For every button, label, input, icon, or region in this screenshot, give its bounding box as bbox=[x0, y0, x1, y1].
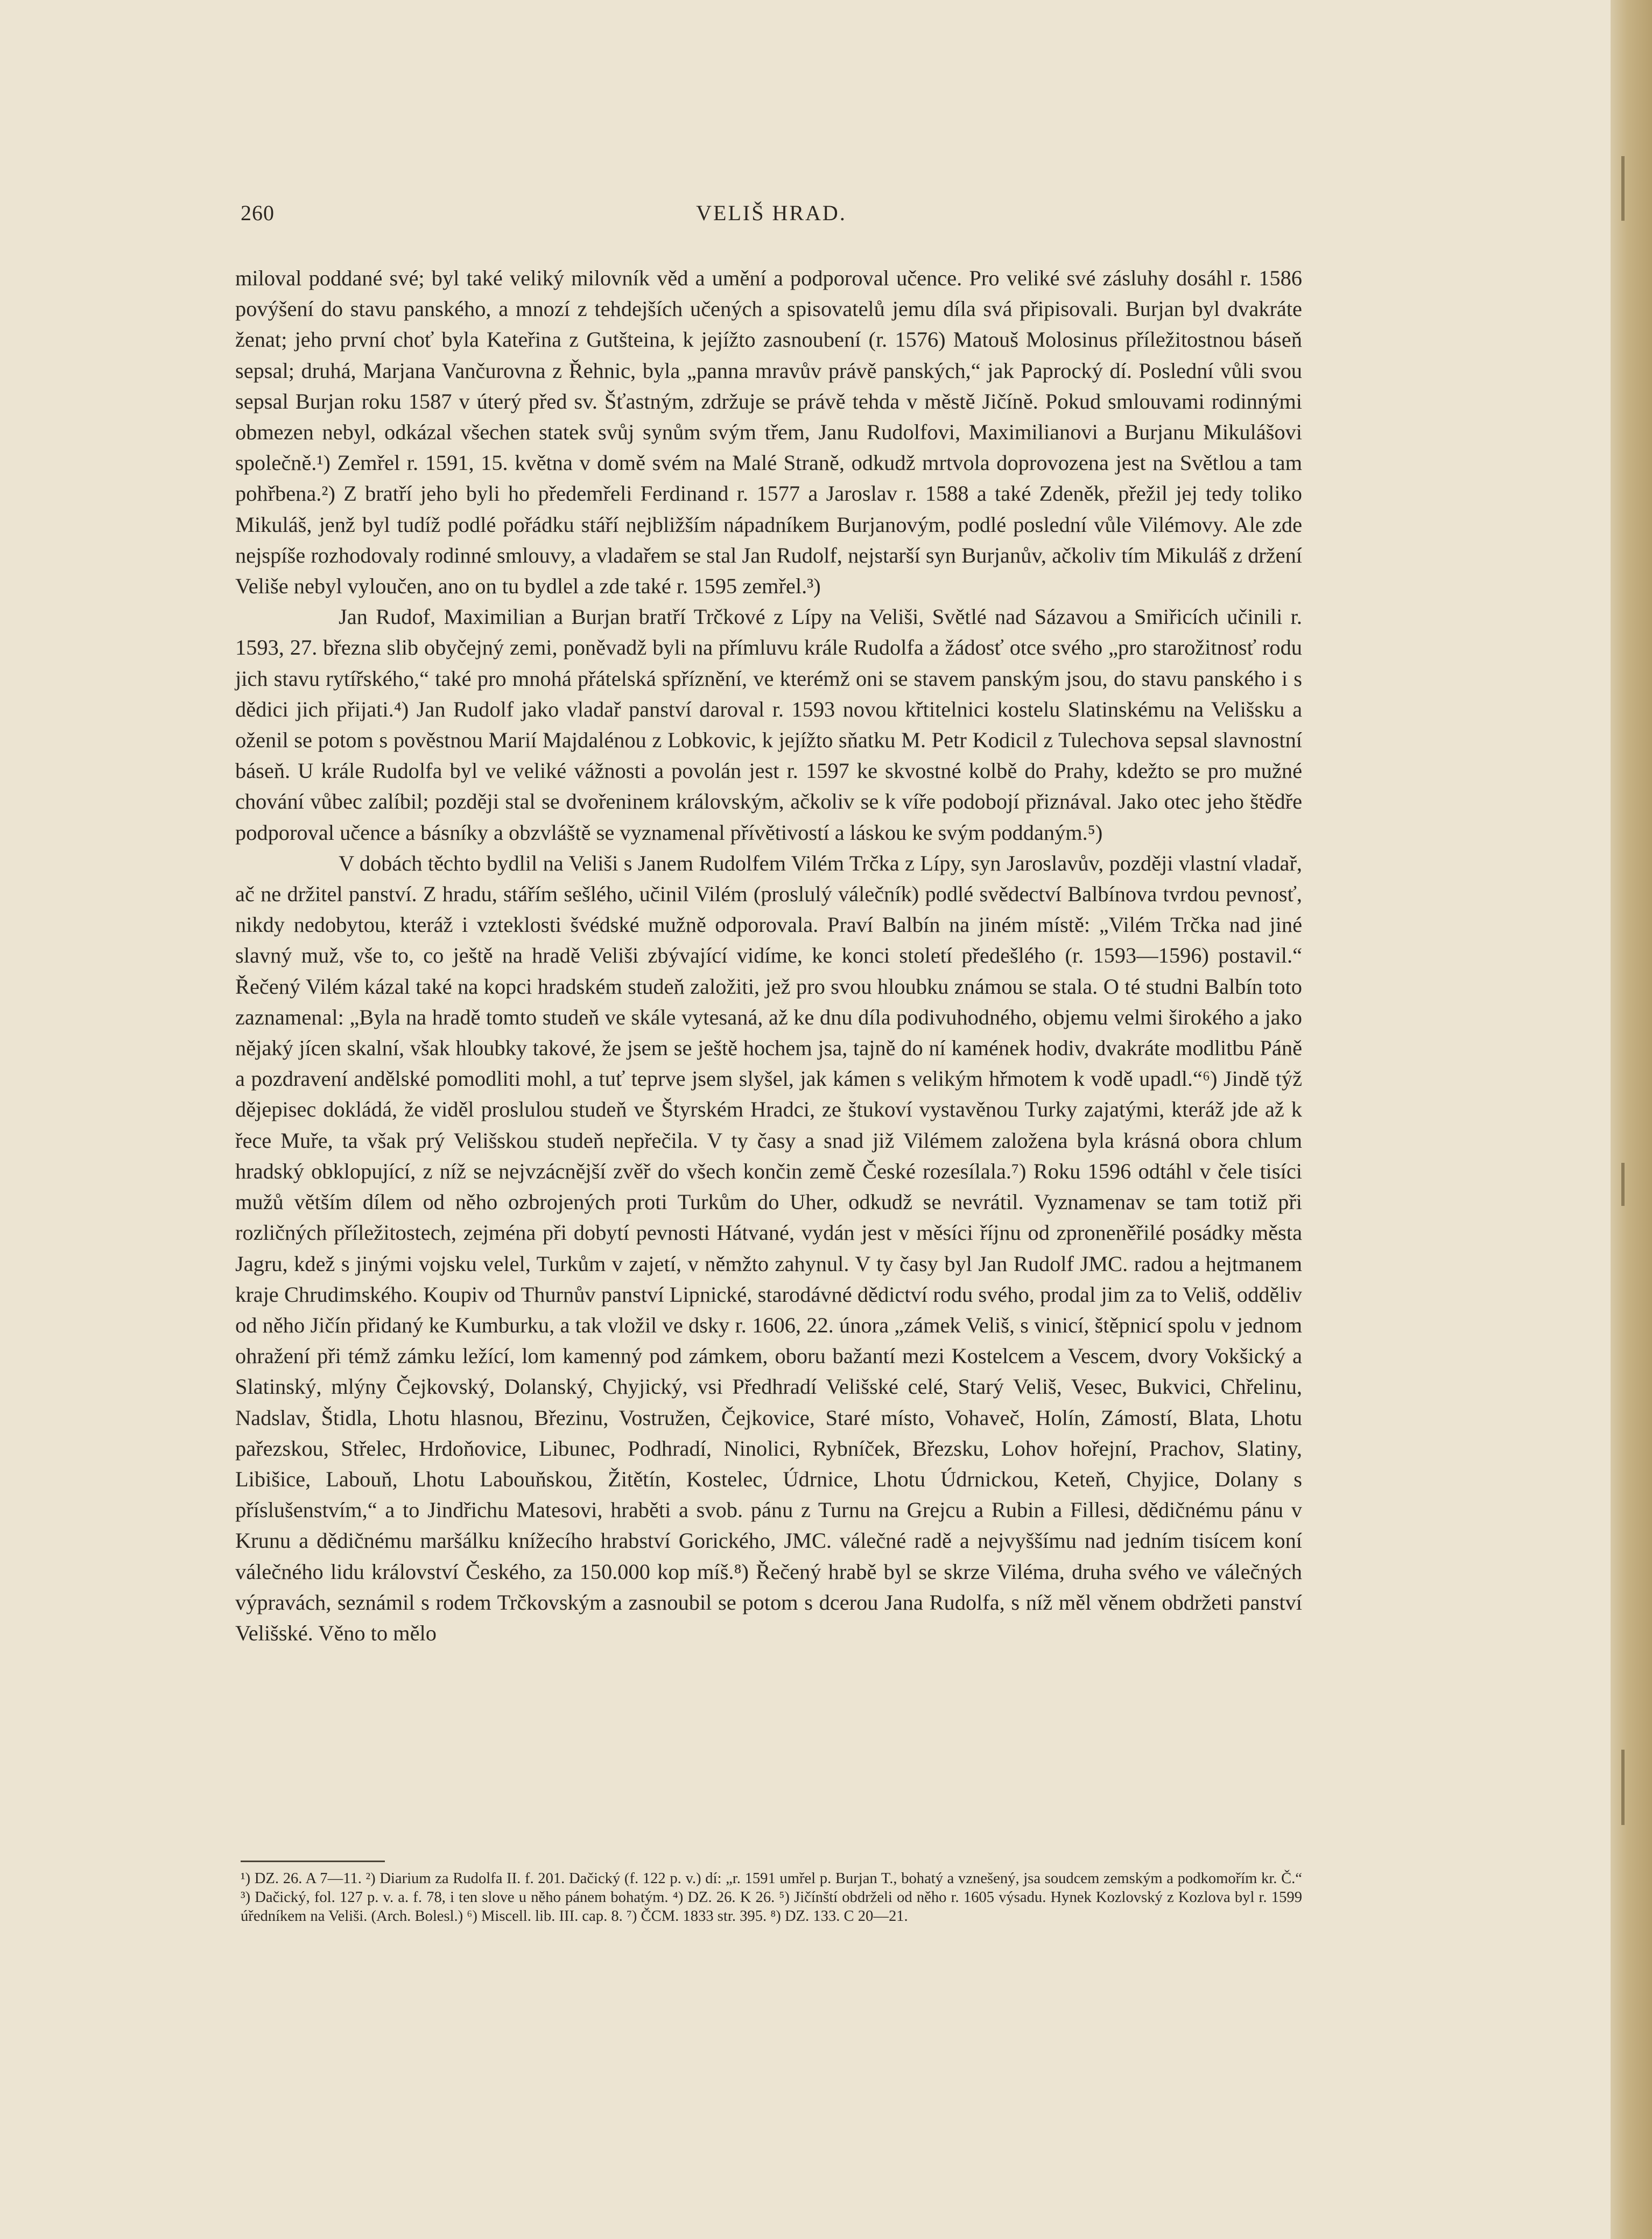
book-spine-edge bbox=[1611, 0, 1652, 2239]
running-title: VELIŠ HRAD. bbox=[696, 201, 847, 225]
footnotes: ¹) DZ. 26. A 7—11. ²) Diarium za Rudolfa II. f. 201. Dačický (f. 122 p. v.) dí: „r. 1591 umřel p. Burjan T., bohatý a vznešený, jsa soudcem zemským a podkomořím kr. Č.“ ³) Dačický, fol. 127 p. v. a. f. 78, i ten slove u něho pánem bohatým. ⁴) DZ. 26. K 26. ⁵) Jičínští obdrželi od něho r. 1605 výsadu. Hynek Kozlovský z Kozlova byl r. 1599 úředníkem na Veliši. (Arch. Bolesl.) ⁶) Miscell. lib. III. cap. 8. ⁷) ČCM. 1833 str. 395. ⁸) DZ. 133. C 20—21. bbox=[241, 1870, 1302, 1925]
spine-mark bbox=[1621, 156, 1625, 221]
spine-mark bbox=[1621, 1163, 1625, 1206]
paragraph: Jan Rudof, Maximilian a Burjan bratří Trčkové z Lípy na Veliši, Světlé nad Sázavou a Smiřicích učinili r. 1593, 27. března slib obyčejný zemi, poněvadž byli na přímluvu krále Rudolfa a žádosť otce svého „pro starožitnosť rodu jich stavu rytířského,“ také pro mnohá přátelská spříznění, ve kterémž oni se stavem panským jsou, do stavu panského i s dědici jich přijati.⁴) Jan Rudolf jako vladař panství daroval r. 1593 novou křtitelnici kostelu Slatinskému na Velišsku a oženil se potom s pověstnou Marií Majdalénou z Lobkovic, k jejížto sňatku M. Petr Kodicil z Tulechova sepsal slavnostní báseň. U krále Rudolfa byl ve veliké vážnosti a povolán jest r. 1597 ke skvostné kolbě do Prahy, kdežto se pro mužné chování vůbec zalíbil; později stal se dvořeninem královským, ačkoliv se k víře podobojí přiznával. Jako otec jeho štědře podporoval učence a básníky a obzvláště se vyznamenal přívětivostí a láskou ke svým poddaným.⁵) bbox=[235, 605, 1302, 845]
spine-mark bbox=[1621, 1750, 1625, 1825]
paragraph: V dobách těchto bydlil na Veliši s Janem Rudolfem Vilém Trčka z Lípy, syn Jaroslavův, později vlastní vladař, ač ne držitel panství. Z hradu, stářím sešlého, učinil Vilém (proslulý válečník) podlé svědectví Balbínova tvrdou pevnosť, nikdy nedobytou, kteráž i vzteklosti švédské mužně odporovala. Praví Balbín na jiném místě: „Vilém Trčka nad jiné slavný muž, vše to, co ještě na hradě Veliši zbývající vidíme, ke konci století předešlého (r. 1593—1596) postavil.“ Řečený Vilém kázal také na kopci hradském studeň založiti, jež pro svou hloubku známou se stala. O té studni Balbín toto zaznamenal: „Byla na hradě tomto studeň ve skále vytesaná, až ke dnu díla podivuhodného, objemu velmi širokého a jako nějaký jícen skalní, však hloubky takové, že jsem se ještě hochem jsa, tajně do ní kamének hodiv, dvakráte modlitbu Páně a pozdravení andělské pomodliti mohl, a tuť teprve jsem slyšel, jak kámen s velikým hřmotem k vodě upadl.“⁶) Jindě týž dějepisec dokládá, že viděl proslulou studeň ve Štyrském Hradci, ze štukoví vystavěnou Turky zajatými, kteráž jde až k řece Muře, ta však prý Velišskou studeň nepřečila. V ty časy a snad již Vilémem založena byla krásná obora chlum hradský obklopující, z níž se nejvzácnější zvěř do všech končin země České rozesílala.⁷) Roku 1596 odtáhl v čele tisíci mužů větším dílem od něho ozbrojených proti Turkům do Uher, odkudž se nevrátil. Vyznamenav se tam totiž při rozličných příležitostech, zejména při dobytí pevnosti Hátvané, vydán jest v měsíci říjnu od zproneněřilé posádky města Jagru, kdež s jinými vojsku velel, Turkům v zajetí, v němžto zahynul. V ty časy byl Jan Rudolf JMC. radou a hejtmanem kraje Chrudimského. Koupiv od Thurnův panství Lipnické, starodávné dědictví rodu svého, prodal jim za to Veliš, odděliv od něho Jičín přidaný ke Kumburku, a tak vložil ve dsky r. 1606, 22. února „zámek Veliš, s vinicí, štěpnicí spolu v jednom ohražení při témž zámku ležící, lom kamenný pod zámkem, oboru bažantí mezi Kostelcem a Vescem, dvory Vokšický a Slatinský, mlýny Čejkovský, Dolanský, Chyjický, vsi Předhradí Velišské celé, Starý Veliš, Vesec, Bukvici, Chřelinu, Nadslav, Štidla, Lhotu hlasnou, Březinu, Vostružen, Čejkovice, Staré místo, Vohaveč, Holín, Zámostí, Blata, Lhotu pařezskou, Střelec, Hrdoňovice, Libunec, Podhradí, Ninolici, Rybníček, Březsku, Lohov hořejní, Prachov, Slatiny, Libišice, Labouň, Lhotu Labouňskou, Žitětín, Kostelec, Údrnice, Lhotu Údrnickou, Keteň, Chyjice, Dolany s příslušenstvím,“ a to Jindřichu Matesovi, hraběti a svob. pánu z Turnu na Grejcu a Rubin a Fillesi, dědičnému pánu v Krunu a dědičnému maršálku knížecího hrabství Gorického, JMC. válečné radě a nejvyššímu nad jedním tisícem koní válečného lidu království Českého, za 150.000 kop míš.⁸) Řečený hrabě byl se skrze Viléma, druha svého ve válečných výpravách, seznámil s rodem Trčkovským a zasnoubil se potom s dcerou Jana Rudolfa, s níž měl věnem obdržeti panství Velišské. Věno to mělo bbox=[235, 851, 1302, 1645]
footnote-divider bbox=[241, 1861, 385, 1862]
running-head bbox=[241, 200, 1302, 233]
paragraph: miloval poddané své; byl také veliký milovník věd a umění a podporoval učence. Pro veliké své zásluhy dosáhl r. 1586 povýšení do stavu panského, a mnozí z tehdejších učených a spisovatelů jemu díla svá připisovali. Burjan byl dvakráte ženat; jeho první choť byla Kateřina z Gutšteina, k jejížto zasnoubení (r. 1576) Matouš Molosinus příležitostnou báseň sepsal; druhá, Marjana Vančurovna z Řehnic, byla „panna mravův právě panských,“ jak Paprocký dí. Poslední vůli svou sepsal Burjan roku 1587 v úterý před sv. Šťastným, zdržuje se právě tehda v městě Jičíně. Pokud smlouvami rodinnými obmezen nebyl, odkázal všechen statek svůj synům svým třem, Janu Rudolfovi, Maximilianovi a Burjanu Mikulášovi společně.¹) Zemřel r. 1591, 15. května v domě svém na Malé Straně, odkudž mrtvola doprovozena jest na Světlou a tam pohřbena.²) Z bratří jeho byli ho předemřeli Ferdinand r. 1577 a Jaroslav r. 1588 a také Zdeněk, přežil jej tedy toliko Mikuláš, jenž byl tudíž podlé pořádku stáří nejbližším nápadníkem Burjanovým, podlé poslední vůle Vilémovy. Ale zde nejspíše rozhodovaly rodinné smlouvy, a vladařem se stal Jan Rudolf, nejstarší syn Burjanův, ačkoliv tím Mikuláš z držení Veliše nebyl vyloučen, ano on tu bydlel a zde také r. 1595 zemřel.³) bbox=[235, 266, 1302, 599]
body-text bbox=[235, 263, 1302, 1648]
page-number: 260 bbox=[241, 201, 275, 225]
